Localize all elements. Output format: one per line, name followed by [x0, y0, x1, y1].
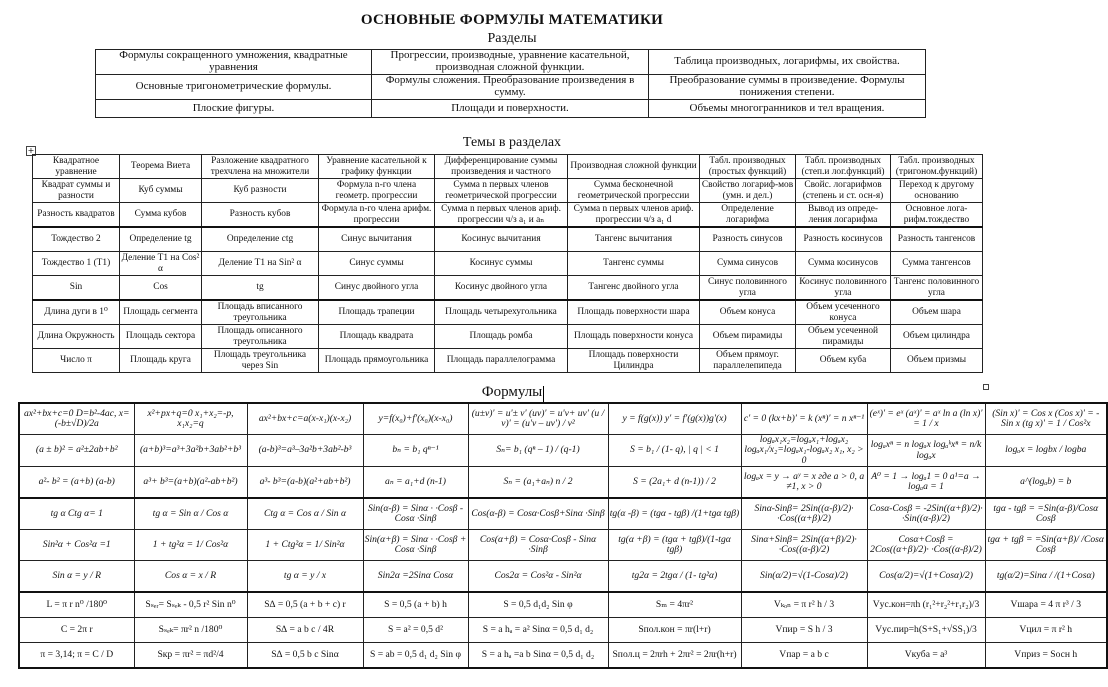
themes-cell: Разложение квадратного трехчлена на множители: [202, 155, 319, 179]
themes-cell: Объем усеченной пирамиды: [796, 325, 891, 349]
formula-cell: tg(α -β) = (tgα - tgβ) /(1+tgα tgβ): [608, 498, 741, 530]
themes-cell: Объем шара: [891, 300, 983, 325]
themes-cell: Уравнение касательной к графику функции: [319, 155, 435, 179]
formula-cell: Cos(α/2)=√(1+Cosα)/2): [867, 561, 985, 593]
themes-cell: Площадь трапеции: [319, 300, 435, 325]
formula-cell: a^(logₐb) = b: [985, 467, 1107, 499]
themes-cell: Теорема Виета: [120, 155, 202, 179]
formula-cell: ax²+bx+c=0 D=b²-4ac, x=(-b±√D)/2a: [19, 403, 134, 435]
themes-cell: Формула n-го члена геометр. прогрессии: [319, 179, 435, 203]
themes-cell: Площадь описанного треугольника: [202, 325, 319, 349]
formula-cell: Sinα+Sinβ= 2Sin((α+β)/2)· ·Cos((α-β)/2): [741, 530, 867, 561]
page-title: ОСНОВНЫЕ ФОРМУЛЫ МАТЕМАТИКИ: [360, 12, 664, 28]
themes-cell: Тангенс двойного угла: [568, 276, 700, 301]
expand-table-icon[interactable]: +: [27, 146, 35, 155]
themes-cell: Основное лога-рифм.тождество: [891, 203, 983, 228]
sections-cell: Прогрессии, производные, уравнение касательной, производная сложной функции.: [372, 50, 649, 75]
formula-cell: C = 2π r: [19, 618, 134, 643]
formula-cell: Cosα-Cosβ = -2Sin((α+β)/2)· ·Sin((α-β)/2): [867, 498, 985, 530]
themes-cell: Сумма n первых членов геометрической прогрессии: [435, 179, 568, 203]
themes-cell: Объем куба: [796, 349, 891, 373]
formula-cell: tg(α/2)=Sinα / /(1+Cosα): [985, 561, 1107, 593]
formulas-row: [19, 467, 1107, 499]
themes-cell: Площадь ромба: [435, 325, 568, 349]
themes-cell: Дифференцирование суммы произведения и частного: [435, 155, 568, 179]
themes-cell: Сумма тангенсов: [891, 252, 983, 276]
themes-cell: Тангенс суммы: [568, 252, 700, 276]
themes-cell: Табл. производных (степ.и лог.функций): [796, 155, 891, 179]
themes-cell: Тождество 1 (T1): [33, 252, 120, 276]
themes-cell: Объем пирамиды: [700, 325, 796, 349]
formula-cell: Sпол.кон = πr(l+r): [608, 618, 741, 643]
formula-cell: 1 + tg²α = 1/ Cos²α: [134, 530, 247, 561]
formula-cell: tg2α = 2tgα / (1- tg²α): [608, 561, 741, 593]
formula-cell: Sкр = πr² = πd²/4: [134, 643, 247, 669]
formula-cell: a³- b³=(a-b)(a²+ab+b²): [247, 467, 363, 499]
themes-cell: Синус половинного угла: [700, 276, 796, 301]
formula-cell: (a ± b)² = a²±2ab+b²: [19, 435, 134, 467]
formula-cell: Vпир = S h / 3: [741, 618, 867, 643]
formula-cell: π = 3,14; π = C / D: [19, 643, 134, 669]
themes-row: [33, 179, 983, 203]
themes-cell: Косинус половинного угла: [796, 276, 891, 301]
formula-cell: A⁰ = 1 → logₐ1 = 0 a¹=a → logₐa = 1: [867, 467, 985, 499]
formula-cell: S = 0,5 d₁d₂ Sin φ: [468, 592, 608, 618]
formula-cell: a²- b² = (a+b) (a-b): [19, 467, 134, 499]
formula-cell: Sₙ= b₁ (qⁿ – 1) / (q-1): [468, 435, 608, 467]
themes-cell: Разность синусов: [700, 227, 796, 252]
themes-cell: Косинус вычитания: [435, 227, 568, 252]
formulas-row: [19, 618, 1107, 643]
themes-cell: Объем усеченного конуса: [796, 300, 891, 325]
themes-row: [33, 276, 983, 301]
formula-cell: S = ab = 0,5 d₁ d₂ Sin φ: [363, 643, 468, 669]
formula-cell: Sin(α/2)=√(1-Cosα)/2): [741, 561, 867, 593]
sections-row: [96, 75, 926, 100]
formula-cell: y=f(x₀)+f'(x₀)(x-x₀): [363, 403, 468, 435]
formula-cell: Sₛₑᵣ= Sₛₑₖ - 0,5 r² Sin n⁰: [134, 592, 247, 618]
formula-cell: Vус.кон=πh (r₁²+r₂²+r₁r₂)/3: [867, 592, 985, 618]
formula-cell: (u±v)' = u'± v' (uv)' = u'v+ uv' (u / v)' = (u'v – uv') / v²: [468, 403, 608, 435]
formula-cell: Ctg α = Cos α / Sin α: [247, 498, 363, 530]
themes-table: [32, 154, 983, 373]
formula-cell: S = a hₐ =a b Sinα = 0,5 d₁ d₂: [468, 643, 608, 669]
formula-cell: x²+px+q=0 x₁+x₂=-p, x₁x₂=q: [134, 403, 247, 435]
sections-cell: Таблица производных, логарифмы, их свойства.: [649, 50, 926, 75]
sections-cell: Объемы многогранников и тел вращения.: [649, 100, 926, 118]
formula-cell: ax²+bx+c=a(x-x₁)(x-x₂): [247, 403, 363, 435]
formula-cell: S = a hₐ = a² Sinα = 0,5 d₁ d₂: [468, 618, 608, 643]
formulas-table: [18, 402, 1108, 669]
themes-cell: Разность квадратов: [33, 203, 120, 228]
formula-cell: Cosα+Cosβ = 2Cos((α+β)/2)· ·Cos((α-β)/2): [867, 530, 985, 561]
themes-row: [33, 227, 983, 252]
formulas-body: [19, 403, 1107, 668]
table-resize-handle[interactable]: [983, 384, 989, 390]
themes-cell: Площадь поверхности конуса: [568, 325, 700, 349]
themes-cell: Площадь четырехугольника: [435, 300, 568, 325]
themes-cell: Разность тангенсов: [891, 227, 983, 252]
formula-cell: logₐx = y → aʸ = x где a > 0, a ≠1, x > 0: [741, 467, 867, 499]
formula-cell: y = f(g(x)) y' = f'(g(x))g'(x): [608, 403, 741, 435]
sections-table: [95, 49, 926, 118]
formulas-row: [19, 530, 1107, 561]
formula-cell: bₙ = b₁ qⁿ⁻¹: [363, 435, 468, 467]
themes-cell: Куб суммы: [120, 179, 202, 203]
themes-cell: Сумма n первых членов ариф. прогрессии ч/з a₁ и aₙ: [435, 203, 568, 228]
themes-cell: tg: [202, 276, 319, 301]
themes-cell: Площадь треугольника через Sin: [202, 349, 319, 373]
themes-cell: Площадь поверхности Цилиндра: [568, 349, 700, 373]
themes-cell: Куб разности: [202, 179, 319, 203]
themes-cell: Синус суммы: [319, 252, 435, 276]
formula-cell: Sin(α-β) = Sinα · ·Cosβ - Cosα ·Sinβ: [363, 498, 468, 530]
themes-cell: Объем прямоуг. параллелепипеда: [700, 349, 796, 373]
sections-title: Разделы: [487, 31, 537, 46]
themes-row: [33, 203, 983, 228]
themes-cell: Тангенс половинного угла: [891, 276, 983, 301]
formulas-row: [19, 435, 1107, 467]
formula-cell: Cos2α = Cos²α - Sin²α: [468, 561, 608, 593]
formula-cell: (Sin x)' = Cos x (Cos x)' = - Sin x (tg x)' = 1 / Cos²x: [985, 403, 1107, 435]
themes-cell: Косинус двойного угла: [435, 276, 568, 301]
formula-cell: S = b₁ / (1- q), | q | < 1: [608, 435, 741, 467]
themes-row: [33, 155, 983, 179]
themes-cell: Число π: [33, 349, 120, 373]
formula-cell: tg α Ctg α= 1: [19, 498, 134, 530]
themes-body: [33, 155, 983, 373]
formula-cell: Sin(α+β) = Sinα · ·Cosβ + Cosα ·Sinβ: [363, 530, 468, 561]
formula-cell: S = a² = 0,5 d²: [363, 618, 468, 643]
themes-cell: Площадь сегмента: [120, 300, 202, 325]
themes-cell: Свойс. логарифмов (степень и ст. осн-я): [796, 179, 891, 203]
themes-cell: Квадрат суммы и разности: [33, 179, 120, 203]
themes-cell: Свойство логариф-мов (умн. и дел.): [700, 179, 796, 203]
formula-cell: Sin2α =2Sinα Cosα: [363, 561, 468, 593]
formula-cell: tg α = y / x: [247, 561, 363, 593]
themes-row: [33, 252, 983, 276]
formula-cell: S = (2a₁+ d (n-1)) / 2: [608, 467, 741, 499]
themes-cell: Табл. производных (простых функций): [700, 155, 796, 179]
themes-cell: Табл. производных (тригоном.функций): [891, 155, 983, 179]
formula-cell: c' = 0 (kx+b)' = k (xⁿ)' = n xⁿ⁻¹: [741, 403, 867, 435]
formula-cell: (a-b)³=a³–3a²b+3ab²-b³: [247, 435, 363, 467]
themes-cell: Тождество 2: [33, 227, 120, 252]
themes-cell: Сумма бесконечной геометрической прогрессии: [568, 179, 700, 203]
formulas-row: [19, 498, 1107, 530]
themes-cell: Синус вычитания: [319, 227, 435, 252]
themes-cell: Синус двойного угла: [319, 276, 435, 301]
sections-body: [96, 50, 926, 118]
themes-cell: Вывод из опреде-ления логарифма: [796, 203, 891, 228]
formula-cell: Vкуба = a³: [867, 643, 985, 669]
formulas-row: [19, 403, 1107, 435]
formula-cell: Vус.пир=h(S+S₁+√SS₁)/3: [867, 618, 985, 643]
themes-cell: Квадратное уравнение: [33, 155, 120, 179]
themes-cell: Определение логарифма: [700, 203, 796, 228]
formula-cell: Sₛₑₖ= πr² n /180⁰: [134, 618, 247, 643]
themes-cell: Сумма кубов: [120, 203, 202, 228]
themes-title: Темы в разделах: [462, 135, 562, 150]
formula-cell: Sпол.ц = 2πrh + 2πr² = 2πr(h+r): [608, 643, 741, 669]
formula-cell: Sin α = y / R: [19, 561, 134, 593]
themes-cell: Формула n-го члена арифм. прогрессии: [319, 203, 435, 228]
themes-cell: Площадь сектора: [120, 325, 202, 349]
formula-cell: Sₘ = 4πr²: [608, 592, 741, 618]
themes-cell: Площадь прямоугольника: [319, 349, 435, 373]
formulas-title: Формулы: [481, 384, 543, 400]
formula-cell: Sin²α + Cos²α =1: [19, 530, 134, 561]
themes-cell: Тангенс вычитания: [568, 227, 700, 252]
formula-cell: Vₖₒₙ = π r² h / 3: [741, 592, 867, 618]
themes-cell: Площадь квадрата: [319, 325, 435, 349]
themes-cell: Деление T1 на Cos² α: [120, 252, 202, 276]
sections-row: [96, 50, 926, 75]
themes-cell: Длина дуги в 1⁰: [33, 300, 120, 325]
formula-cell: tg(α +β) = (tgα + tgβ)/(1-tgα tgβ): [608, 530, 741, 561]
themes-cell: Разность косинусов: [796, 227, 891, 252]
sections-row: [96, 100, 926, 118]
formula-cell: Sₙ = (a₁+aₙ) n / 2: [468, 467, 608, 499]
themes-cell: Площадь параллелограмма: [435, 349, 568, 373]
formula-cell: (eˣ)' = eˣ (aˣ)' = aˣ ln a (ln x)' = 1 / x: [867, 403, 985, 435]
themes-cell: Площадь поверхности шара: [568, 300, 700, 325]
themes-row: [33, 325, 983, 349]
themes-cell: Длина Окружность: [33, 325, 120, 349]
sections-cell: Площади и поверхности.: [372, 100, 649, 118]
formula-cell: logₐxⁿ = n logₐx logₐᵏxⁿ = n/k logₐx: [867, 435, 985, 467]
formula-cell: tgα - tgβ = =Sin(α-β)/Cosα Cosβ: [985, 498, 1107, 530]
formulas-row: [19, 592, 1107, 618]
themes-cell: Косинус суммы: [435, 252, 568, 276]
themes-cell: Разность кубов: [202, 203, 319, 228]
formula-cell: logₐx₁x₂=logₐx₁+logₐx₂ logₐx₁/x₂=logₐx₁-logₐx₂ x₁, x₂ > 0: [741, 435, 867, 467]
themes-cell: Сумма синусов: [700, 252, 796, 276]
themes-cell: Сумма косинусов: [796, 252, 891, 276]
themes-row: [33, 300, 983, 325]
formula-cell: tgα + tgβ = =Sin(α+β)/ /Cosα Cosβ: [985, 530, 1107, 561]
formula-cell: Vцил = π r² h: [985, 618, 1107, 643]
themes-cell: Производная сложной функции: [568, 155, 700, 179]
formula-cell: 1 + Ctg²α = 1/ Sin²α: [247, 530, 363, 561]
sections-cell: Преобразование суммы в произведение. Формулы понижения степени.: [649, 75, 926, 100]
sections-cell: Формулы сокращенного умножения, квадратные уравнения: [96, 50, 372, 75]
themes-cell: Деление T1 на Sin² α: [202, 252, 319, 276]
themes-cell: Объем призмы: [891, 349, 983, 373]
themes-cell: Площадь круга: [120, 349, 202, 373]
themes-cell: Определение tg: [120, 227, 202, 252]
text-cursor: [543, 386, 544, 402]
formula-cell: Vпар = a b c: [741, 643, 867, 669]
themes-cell: Определение ctg: [202, 227, 319, 252]
formula-cell: Sinα-Sinβ= 2Sin((α-β)/2)· ·Cos((α+β)/2): [741, 498, 867, 530]
formula-cell: tg α = Sin α / Cos α: [134, 498, 247, 530]
themes-cell: Объем цилиндра: [891, 325, 983, 349]
formulas-row: [19, 643, 1107, 669]
themes-row: [33, 349, 983, 373]
formula-cell: Cos(α+β) = Cosα·Cosβ - Sinα ·Sinβ: [468, 530, 608, 561]
formula-cell: a³+ b³=(a+b)(a²-ab+b²): [134, 467, 247, 499]
sections-cell: Основные тригонометрические формулы.: [96, 75, 372, 100]
formulas-row: [19, 561, 1107, 593]
formula-cell: Cos α = x / R: [134, 561, 247, 593]
formula-cell: S∆ = a b c / 4R: [247, 618, 363, 643]
themes-cell: Объем конуса: [700, 300, 796, 325]
themes-cell: Cos: [120, 276, 202, 301]
themes-cell: Переход к другому основанию: [891, 179, 983, 203]
formula-cell: S∆ = 0,5 b c Sinα: [247, 643, 363, 669]
formula-cell: Cos(α-β) = Cosα·Cosβ+Sinα ·Sinβ: [468, 498, 608, 530]
themes-cell: Sin: [33, 276, 120, 301]
formula-cell: (a+b)³=a³+3a²b+3ab²+b³: [134, 435, 247, 467]
sections-cell: Формулы сложения. Преобразование произведения в сумму.: [372, 75, 649, 100]
formula-cell: S = 0,5 (a + b) h: [363, 592, 468, 618]
formula-cell: L = π r n⁰ /180⁰: [19, 592, 134, 618]
formula-cell: logₐx = logbx / logba: [985, 435, 1107, 467]
themes-cell: Площадь вписанного треугольника: [202, 300, 319, 325]
themes-cell: Сумма n первых членов ариф. прогрессии ч/з a₁ d: [568, 203, 700, 228]
formula-cell: S∆ = 0,5 (a + b + c) r: [247, 592, 363, 618]
formula-cell: Vшара = 4 π r³ / 3: [985, 592, 1107, 618]
formula-cell: Vприз = Sосн h: [985, 643, 1107, 669]
sections-cell: Плоские фигуры.: [96, 100, 372, 118]
formula-cell: aₙ = a₁+d (n-1): [363, 467, 468, 499]
